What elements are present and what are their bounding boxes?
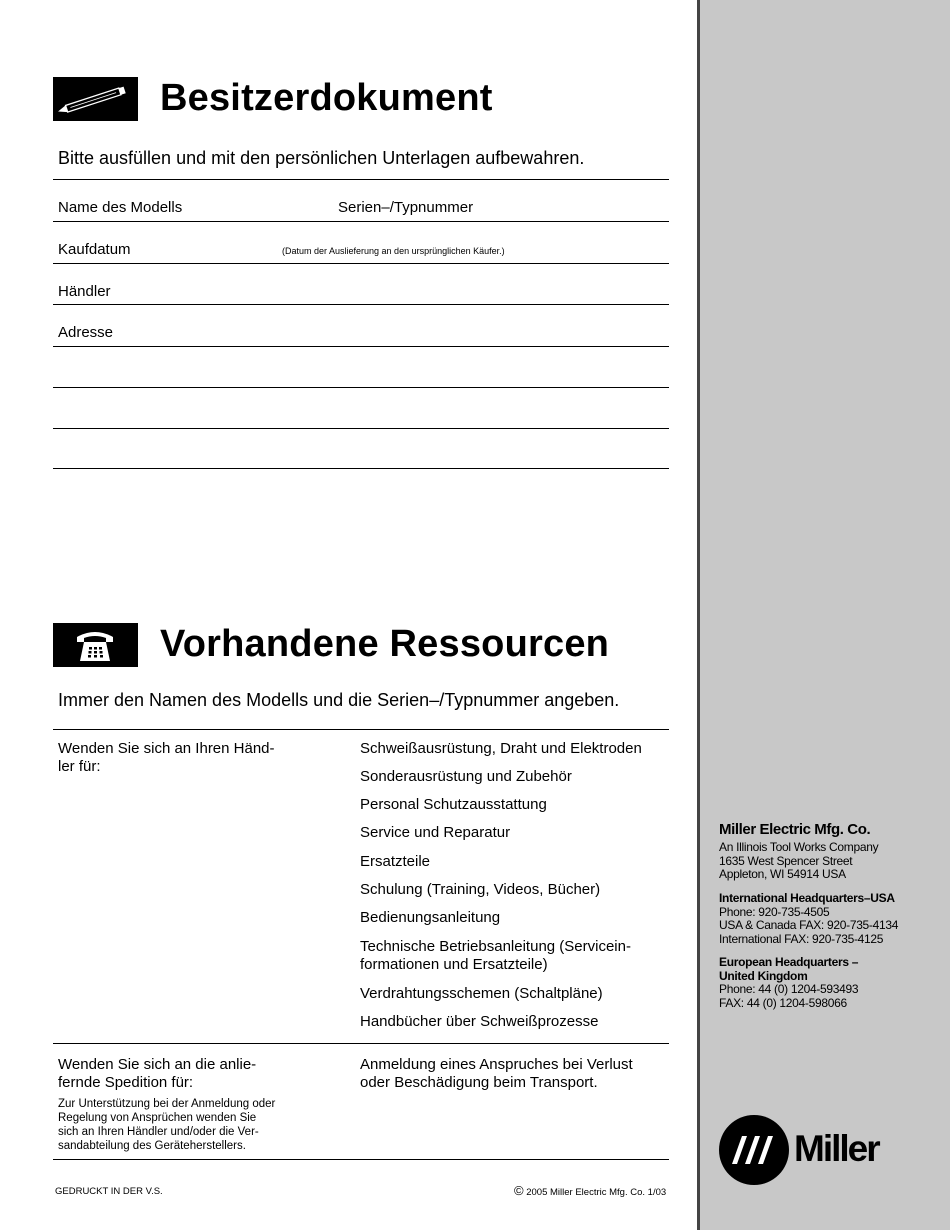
- carrier-contact-heading: [58, 1056, 256, 1092]
- purchase-date-note: (Datum der Auslieferung an den ursprünglichen Käufer.): [282, 246, 505, 256]
- list-item: Personal Schutzausstattung: [360, 796, 547, 813]
- sidebar-panel: [697, 0, 950, 1230]
- carrier-note-line: sandabteilung des Geräteherstellers.: [58, 1140, 246, 1152]
- purchase-date-label: Kaufdatum: [58, 241, 131, 258]
- owner-record-title: Besitzerdokument: [160, 77, 493, 119]
- divider: [53, 1159, 669, 1160]
- dealer-contact-heading-line: Wenden Sie sich an Ihren Händ-: [58, 740, 275, 757]
- list-item: Ersatzteile: [360, 853, 431, 870]
- company-name: Miller Electric Mfg. Co.: [719, 821, 871, 838]
- contact-line: Phone: 920-735-4505: [719, 904, 830, 919]
- address-field-line[interactable]: [53, 428, 669, 429]
- copyright-symbol: ©: [514, 1183, 524, 1198]
- contact-line: Phone: 44 (0) 1204-593493: [719, 982, 859, 997]
- divider: [53, 1043, 669, 1044]
- address-field-line[interactable]: [53, 468, 669, 469]
- contact-line: International FAX: 920-735-4125: [719, 931, 884, 946]
- company-address-line: An Illinois Tool Works Company: [719, 840, 879, 854]
- list-item: formationen und Ersatzteile): [360, 956, 548, 973]
- miller-logo: [718, 1114, 898, 1186]
- address-field-line[interactable]: [53, 387, 669, 388]
- contact-line: USA & Canada FAX: 920-735-4134: [719, 918, 899, 933]
- carrier-note-line: Regelung von Ansprüchen wenden Sie: [58, 1112, 257, 1124]
- list-item: Sonderausrüstung und Zubehör: [360, 768, 572, 785]
- list-item: Service und Reparatur: [360, 824, 511, 841]
- divider: [53, 729, 669, 730]
- list-item: Technische Betriebsanleitung (Servicein-: [360, 938, 631, 955]
- resources-intro: Immer den Namen des Modells und die Serien–/Typnummer angeben.: [58, 690, 620, 710]
- list-item: Bedienungsanleitung: [360, 909, 501, 926]
- dealer-field-line[interactable]: [53, 304, 669, 305]
- list-item: Verdrahtungsschemen (Schaltpläne): [360, 985, 603, 1002]
- owner-record-intro: Bitte ausfüllen und mit den persönlichen Unterlagen aufbewahren.: [58, 148, 585, 168]
- resources-title: Vorhandene Ressourcen: [160, 623, 610, 665]
- purchase-date-field-line[interactable]: [53, 263, 669, 264]
- serial-number-label: Serien–/Typnummer: [338, 199, 474, 216]
- list-item: Handbücher über Schweißprozesse: [360, 1013, 599, 1030]
- company-address: [719, 841, 878, 882]
- eu-headquarters-heading: United Kingdom: [719, 968, 808, 983]
- intl-headquarters-heading: International Headquarters–USA: [719, 891, 895, 905]
- carrier-contact-heading-line: fernde Spedition für:: [58, 1074, 194, 1091]
- miller-logo-text: Miller: [794, 1128, 879, 1169]
- carrier-item-line: oder Beschädigung beim Transport.: [360, 1074, 598, 1091]
- company-address-line: Appleton, WI 54914 USA: [719, 867, 846, 882]
- carrier-item-line: Anmeldung eines Anspruches bei Verlust: [360, 1056, 633, 1073]
- list-item: Schulung (Training, Videos, Bücher): [360, 881, 601, 898]
- printed-in-notice: GEDRUCKT IN DER V.S.: [55, 1186, 163, 1197]
- pencil-icon: [53, 77, 138, 121]
- dealer-contact-heading: [58, 740, 275, 776]
- eu-headquarters: [719, 956, 858, 1010]
- carrier-note-line: sich an Ihren Händler und/oder die Ver-: [58, 1126, 259, 1138]
- carrier-note-line: Zur Unterstützung bei der Anmeldung oder: [58, 1098, 276, 1110]
- eu-headquarters-heading: European Headquarters –: [719, 955, 859, 969]
- carrier-note: [58, 1097, 298, 1153]
- carrier-contact-heading-line: Wenden Sie sich an die anlie-: [58, 1056, 257, 1073]
- dealer-label: Händler: [58, 283, 111, 300]
- copyright-text: 2005 Miller Electric Mfg. Co. 1/03: [526, 1187, 667, 1198]
- address-label: Adresse: [58, 324, 114, 341]
- telephone-icon: [53, 623, 138, 667]
- dealer-contact-heading-line: ler für:: [58, 758, 101, 775]
- carrier-item: [360, 1056, 633, 1092]
- miller-logo-mark: [718, 1114, 790, 1186]
- company-address-line: 1635 West Spencer Street: [719, 853, 853, 868]
- address-field-line[interactable]: [53, 346, 669, 347]
- copyright: [514, 1183, 666, 1198]
- divider: [53, 179, 669, 180]
- model-name-label: Name des Modells: [58, 199, 183, 216]
- intl-headquarters: [719, 892, 898, 946]
- model-serial-field-line[interactable]: [53, 221, 669, 222]
- contact-line: FAX: 44 (0) 1204-598066: [719, 995, 847, 1010]
- list-item: Schweißausrüstung, Draht und Elektroden: [360, 740, 642, 757]
